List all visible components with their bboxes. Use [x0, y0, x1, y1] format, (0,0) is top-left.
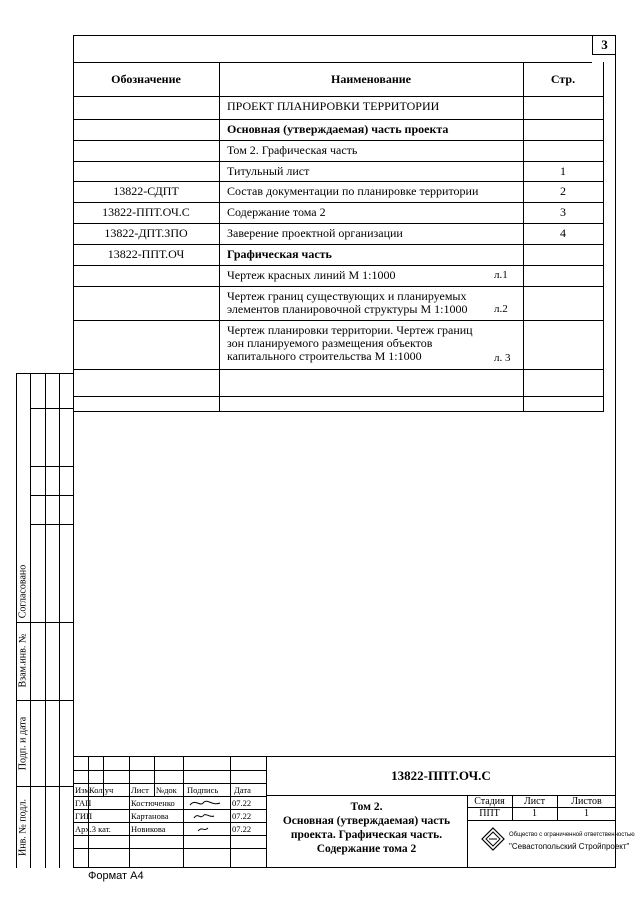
tb-desc-4: Содержание тома 2	[316, 843, 417, 855]
tb-desc-2: Основная (утверждаемая) часть	[282, 815, 451, 827]
label-inv-orig: Инв. № подл.	[17, 799, 29, 856]
row-name: ПРОЕКТ ПЛАНИРОВКИ ТЕРРИТОРИИ	[227, 99, 440, 113]
org-logo-icon	[480, 826, 506, 852]
format-label: Формат А4	[88, 870, 144, 882]
row-sheet: л.1	[494, 269, 508, 281]
signatures	[186, 796, 228, 836]
org-line-2: "Севастопольский Стройпроект"	[509, 842, 630, 851]
row-code: 13822-ДПТ.ЗПО	[104, 226, 188, 240]
row-code: 13822-ППТ.ОЧ	[107, 247, 185, 261]
tb-stage-h: Стадия	[474, 796, 505, 807]
tb-h-ndok: №док	[156, 785, 177, 795]
org-line-1: Общество с ограниченной ответственностью	[509, 832, 635, 838]
page-number: 3	[592, 35, 616, 55]
row-page: 1	[560, 164, 566, 178]
row-page: 2	[560, 184, 566, 198]
tb-stage: ППТ	[479, 808, 500, 819]
row-sheet: л.2	[494, 303, 508, 315]
tb-role-2: ГИП	[75, 811, 93, 821]
row-name: Чертеж красных линий М 1:1000	[227, 268, 396, 282]
tb-h-podp: Подпись	[187, 785, 219, 795]
row-name: Содержание тома 2	[227, 205, 326, 219]
tb-h-izm: Изм	[75, 785, 90, 795]
tb-role-1: ГАП	[75, 798, 92, 808]
row-name: Титульный лист	[227, 164, 310, 178]
row-code: 13822-ППТ.ОЧ.С	[102, 205, 190, 219]
header-page: Стр.	[550, 72, 576, 86]
tb-date-2: 07.22	[232, 811, 252, 821]
tb-desc-3: проекта. Графическая часть.	[290, 829, 443, 841]
tb-doc-code: 13822-ППТ.ОЧ.С	[391, 768, 491, 783]
label-sign-date: Подп. и дата	[17, 716, 29, 771]
row-name: Состав документации по планировке территории	[227, 184, 479, 198]
tb-h-list: Лист	[131, 785, 149, 795]
row-name: Основная (утверждаемая) часть проекта	[227, 122, 449, 136]
row-page: 4	[560, 226, 566, 240]
row-name: Чертеж границ существующих и планируемых элементов планировочной структуры М 1:1000	[227, 289, 468, 316]
tb-date-1: 07.22	[232, 798, 252, 808]
row-name: Чертеж планировки территории. Чертеж границ зон планируемого размещения объектов капитального строительства М 1:1000	[227, 323, 473, 363]
tb-name-1: Костюченко	[131, 798, 175, 808]
tb-sheets-h: Листов	[571, 796, 602, 807]
label-replace: Взам.инв. №	[17, 633, 29, 688]
tb-name-2: Картанова	[131, 811, 169, 821]
row-sheet: л. 3	[494, 352, 511, 364]
tb-sheets: 1	[584, 808, 589, 819]
tb-name-3: Новикова	[131, 824, 166, 834]
row-code: 13822-СДПТ	[113, 184, 179, 198]
row-page: 3	[560, 205, 566, 219]
tb-sheet: 1	[532, 808, 537, 819]
tb-date-3: 07.22	[232, 824, 252, 834]
label-agreed: Согласовано	[17, 564, 29, 619]
row-name: Том 2. Графическая часть	[227, 143, 358, 157]
header-name: Наименование	[331, 72, 411, 86]
tb-h-kol: Кол.уч	[89, 785, 114, 795]
row-name: Заверение проектной организации	[227, 226, 403, 240]
page-frame	[73, 35, 616, 868]
tb-sheet-h: Лист	[524, 796, 545, 807]
tb-desc-1: Том 2.	[350, 801, 383, 813]
tb-role-3: Арх.3 кат.	[75, 824, 111, 834]
tb-h-date: Дата	[234, 785, 251, 795]
header-code: Обозначение	[111, 72, 181, 86]
row-name: Графическая часть	[227, 247, 332, 261]
